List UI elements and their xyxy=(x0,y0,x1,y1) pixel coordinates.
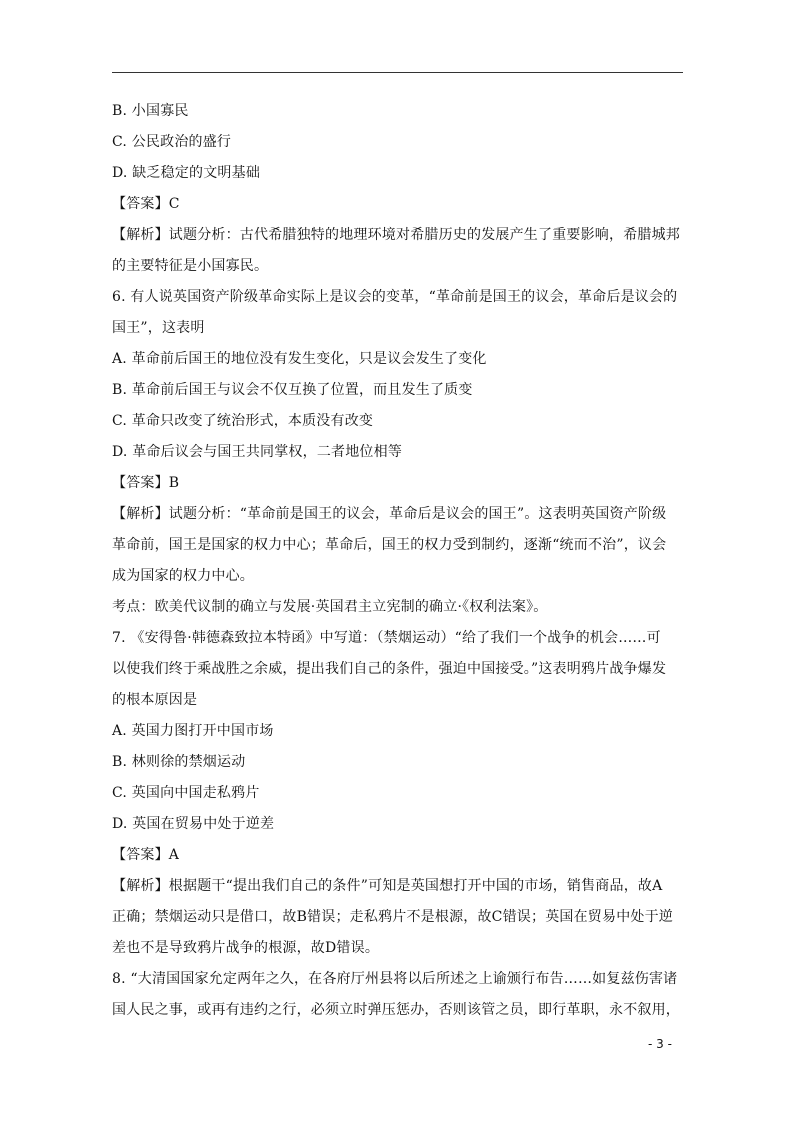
option-d-q7: D. 英国在贸易中处于逆差 xyxy=(112,816,275,832)
document-body xyxy=(112,96,684,1026)
question-8-line-2: 国人民之事，或再有违约之行，必须立时弹压惩办，否则该管之员，即行革职，永不叙用， xyxy=(112,1002,680,1018)
analysis-q6-line-2: 革命前，国王是国家的权力中心；革命后，国王的权力受到制约，逐渐“统而不治”，议会 xyxy=(112,537,667,553)
question-8-line-1: 8. “大清国国家允定两年之久，在各府厅州县将以后所述之上谕颁行布告……如复兹伤害诸 xyxy=(112,971,678,987)
option-a-q7: A. 英国力图打开中国市场 xyxy=(112,723,274,739)
option-c-q5: C. 公民政治的盛行 xyxy=(112,134,232,150)
analysis-q5-line-2: 的主要特征是小国寡民。 xyxy=(112,258,269,274)
option-a-q6: A. 革命前后国王的地位没有发生变化，只是议会发生了变化 xyxy=(112,351,487,367)
analysis-q7-line-3: 差也不是导致鸦片战争的根源，故D错误。 xyxy=(112,940,380,956)
page-number: - 3 - xyxy=(648,1037,672,1051)
analysis-q6-line-1: 【解析】试题分析：“革命前是国王的议会，革命后是议会的国王”。这表明英国资产阶级 xyxy=(112,506,667,522)
option-d-q5: D. 缺乏稳定的文明基础 xyxy=(112,165,261,181)
option-c-q6: C. 革命只改变了统治形式，本质没有改变 xyxy=(112,413,374,429)
question-7-line-3: 的根本原因是 xyxy=(112,692,198,708)
analysis-q7-line-2: 正确；禁烟运动只是借口，故B错误；走私鸦片不是根源，故C错误；英国在贸易中处于逆 xyxy=(112,909,673,925)
question-6-line-2: 国王”，这表明 xyxy=(112,320,205,336)
option-c-q7: C. 英国向中国走私鸦片 xyxy=(112,785,260,801)
question-6-line-1: 6. 有人说英国资产阶级革命实际上是议会的变革，“革命前是国王的议会，革命后是议会的 xyxy=(112,289,678,305)
option-b-q6: B. 革命前后国王与议会不仅互换了位置，而且发生了质变 xyxy=(112,382,473,398)
answer-q7: 【答案】A xyxy=(112,847,180,863)
option-b-q7: B. 林则徐的禁烟运动 xyxy=(112,754,246,770)
option-d-q6: D. 革命后议会与国王共同掌权，二者地位相等 xyxy=(112,444,403,460)
test-point-q6: 考点：欧美代议制的确立与发展·英国君主立宪制的确立·《权利法案》。 xyxy=(112,599,548,615)
option-b-q5: B. 小国寡民 xyxy=(112,103,189,119)
question-7-line-2: 以使我们终于乘战胜之余威，提出我们自己的条件，强迫中国接受。”这表明鸦片战争爆发 xyxy=(112,661,667,677)
analysis-q6-line-3: 成为国家的权力中心。 xyxy=(112,568,254,584)
question-7-line-1: 7. 《安得鲁·韩德森致拉本特函》中写道：（禁烟运动）“给了我们一个战争的机会……可 xyxy=(112,630,661,646)
answer-q5: 【答案】C xyxy=(112,196,180,212)
analysis-q5-line-1: 【解析】试题分析：古代希腊独特的地理环境对希腊历史的发展产生了重要影响，希腊城邦 xyxy=(112,227,680,243)
header-rule xyxy=(112,72,683,73)
analysis-q7-line-1: 【解析】根据题干“提出我们自己的条件”可知是英国想打开中国的市场，销售商品，故A xyxy=(112,878,663,894)
answer-q6: 【答案】B xyxy=(112,475,180,491)
